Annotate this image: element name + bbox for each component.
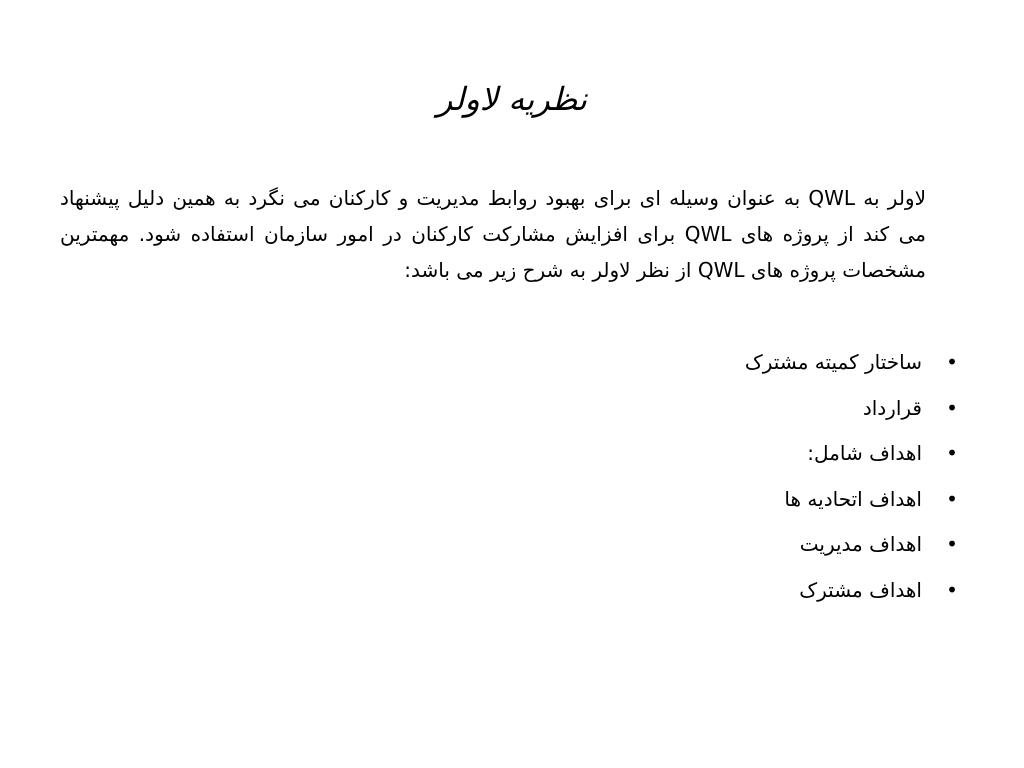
bullet-text: قرارداد [862, 395, 922, 420]
bullet-text: اهداف اتحادیه ها [784, 486, 922, 511]
bullet-dot-icon: • [946, 486, 958, 511]
bullet-item [520, 434, 966, 480]
bullet-dot-icon: • [946, 395, 958, 420]
bullet-item [520, 343, 966, 389]
bullet-item [520, 480, 966, 526]
bullet-dot-icon: • [946, 532, 958, 557]
bullet-item [520, 525, 966, 571]
bullet-dot-icon: • [946, 577, 958, 602]
bullet-dot-icon: • [946, 350, 958, 374]
bullet-list [520, 343, 966, 617]
bullet-text: اهداف مشترک [799, 577, 922, 602]
bullet-dot-icon: • [946, 441, 958, 466]
bullet-text: ساختار کمیته مشترک [744, 350, 922, 374]
body-paragraph: لاولر به QWL به عنوان وسیله ای برای بهبود روابط مدیریت و کارکنان می نگرد به همین دلیل پیشنهاد می کند از پروژه های QWL برای افزایش مشارکت کارکنان در امور سازمان استفاده شود. مهمترین مشخصات پروژه های QWL از نظر لاولر به شرح زیر می باشد: [60, 186, 926, 282]
bullet-item [520, 571, 966, 617]
bullet-text: اهداف مدیریت [799, 532, 922, 557]
slide-title: نظریه لاولر [436, 80, 588, 118]
bullet-text: اهداف شامل: [807, 441, 922, 466]
bullet-item [520, 389, 966, 435]
